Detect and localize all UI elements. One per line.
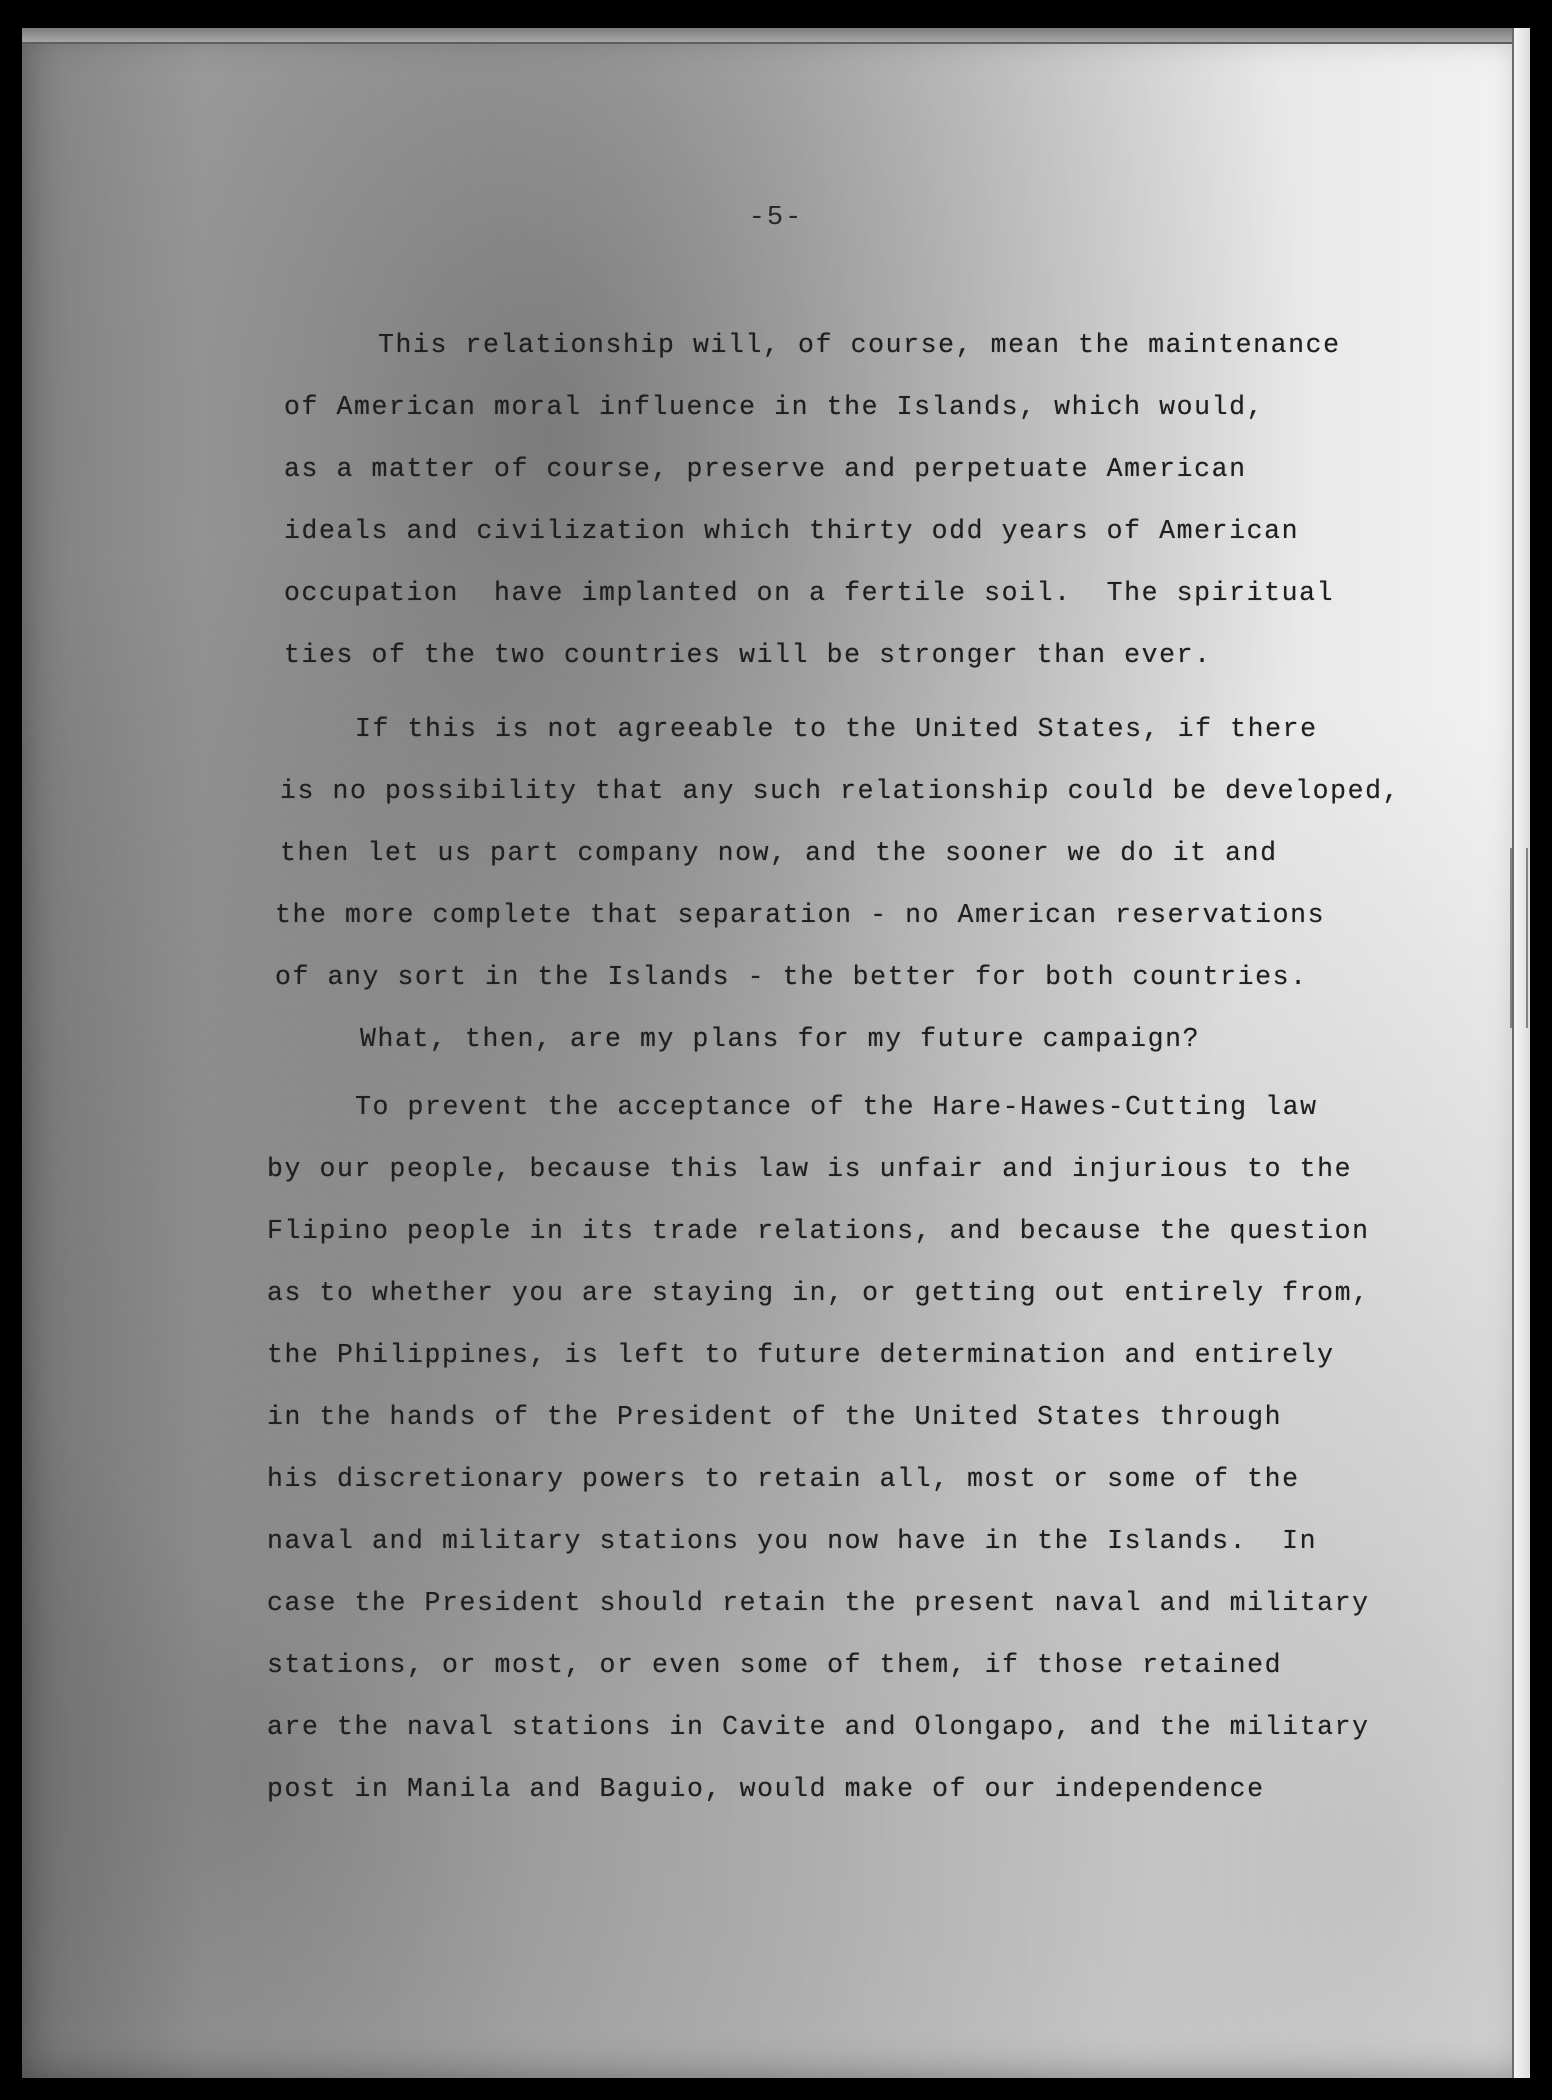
text-line: of any sort in the Islands - the better for both countries.: [275, 962, 1308, 992]
text-line: case the President should retain the present naval and military: [267, 1588, 1370, 1618]
typed-text-body: [22, 28, 1530, 2078]
page-number: -5-: [748, 203, 804, 233]
text-line: are the naval stations in Cavite and Olongapo, and the military: [267, 1712, 1370, 1742]
text-line: as to whether you are staying in, or getting out entirely from,: [267, 1278, 1370, 1308]
text-line: as a matter of course, preserve and perpetuate American: [284, 454, 1247, 484]
text-line: then let us part company now, and the sooner we do it and: [280, 838, 1278, 868]
text-line: occupation have implanted on a fertile soil. The spiritual: [284, 578, 1335, 608]
text-line: naval and military stations you now have in the Islands. In: [267, 1526, 1318, 1556]
text-line: stations, or most, or even some of them, if those retained: [267, 1650, 1283, 1680]
text-line: the Philippines, is left to future determination and entirely: [267, 1340, 1335, 1370]
text-line: by our people, because this law is unfair and injurious to the: [267, 1154, 1353, 1184]
text-line: ties of the two countries will be stronger than ever.: [284, 640, 1212, 670]
text-line: If this is not agreeable to the United States, if there: [355, 714, 1318, 744]
document-page: [22, 28, 1530, 2078]
text-line: post in Manila and Baguio, would make of our independence: [267, 1774, 1265, 1804]
text-line: What, then, are my plans for my future campaign?: [360, 1024, 1201, 1054]
text-line: To prevent the acceptance of the Hare-Hawes-Cutting law: [355, 1092, 1318, 1122]
text-line: This relationship will, of course, mean the maintenance: [378, 330, 1341, 360]
text-line: Flipino people in its trade relations, and because the question: [267, 1216, 1370, 1246]
text-line: is no possibility that any such relationship could be developed,: [280, 776, 1401, 806]
text-line: in the hands of the President of the United States through: [267, 1402, 1283, 1432]
text-line: ideals and civilization which thirty odd years of American: [284, 516, 1300, 546]
text-line: of American moral influence in the Islands, which would,: [284, 392, 1265, 422]
text-line: his discretionary powers to retain all, most or some of the: [267, 1464, 1300, 1494]
margin-pencil-mark: [1510, 848, 1528, 1028]
text-line: the more complete that separation - no American reservations: [275, 900, 1326, 930]
